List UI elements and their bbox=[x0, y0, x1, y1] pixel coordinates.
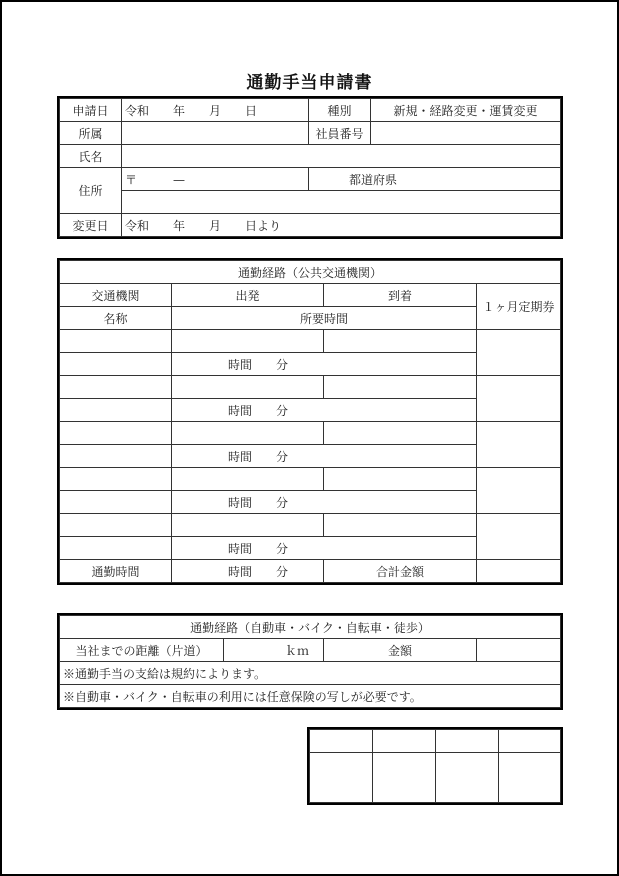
amount-field[interactable] bbox=[477, 639, 561, 662]
public-route-header: 通勤経路（公共交通機関） bbox=[60, 261, 561, 284]
arrive-cell[interactable] bbox=[324, 422, 477, 445]
arrive-cell[interactable] bbox=[324, 330, 477, 353]
name-cell[interactable] bbox=[60, 399, 172, 422]
type-label: 種別 bbox=[309, 99, 371, 122]
col-time: 所要時間 bbox=[172, 307, 477, 330]
pass-cell[interactable] bbox=[477, 422, 561, 468]
transport-cell[interactable] bbox=[60, 514, 172, 537]
note-1: ※通勤手当の支給は規約によります。 bbox=[60, 662, 561, 685]
name-cell[interactable] bbox=[60, 491, 172, 514]
km-unit: ｋｍ bbox=[284, 643, 309, 658]
change-date-field[interactable]: 令和 年 月 日より bbox=[122, 214, 561, 237]
distance-label: 当社までの距離（片道） bbox=[60, 639, 224, 662]
col-depart: 出発 bbox=[172, 284, 324, 307]
name-field[interactable] bbox=[122, 145, 561, 168]
stamp-box[interactable] bbox=[436, 753, 499, 803]
stamp-box[interactable] bbox=[499, 753, 561, 803]
apply-date-field[interactable]: 令和 年 月 日 bbox=[122, 99, 309, 122]
address-label: 住所 bbox=[60, 168, 122, 214]
stamp-header bbox=[373, 730, 436, 753]
dept-field[interactable] bbox=[122, 122, 309, 145]
pass-cell[interactable] bbox=[477, 330, 561, 376]
transport-cell[interactable] bbox=[60, 376, 172, 399]
pass-cell[interactable] bbox=[477, 376, 561, 422]
name-cell[interactable] bbox=[60, 537, 172, 560]
name-cell[interactable] bbox=[60, 445, 172, 468]
stamp-box[interactable] bbox=[373, 753, 436, 803]
transport-cell[interactable] bbox=[60, 330, 172, 353]
col-name: 名称 bbox=[60, 307, 172, 330]
time-cell[interactable]: 時間 分 bbox=[172, 353, 477, 376]
change-date-label: 変更日 bbox=[60, 214, 122, 237]
col-transport: 交通機関 bbox=[60, 284, 172, 307]
transport-cell[interactable] bbox=[60, 468, 172, 491]
applicant-table bbox=[59, 98, 561, 237]
emp-no-field[interactable] bbox=[371, 122, 561, 145]
pref-text: 都道府県 bbox=[349, 172, 398, 187]
pass-cell[interactable] bbox=[477, 468, 561, 514]
total-amount-label: 合計金額 bbox=[324, 560, 477, 583]
stamp-header bbox=[499, 730, 561, 753]
time-cell[interactable]: 時間 分 bbox=[172, 445, 477, 468]
dept-label: 所属 bbox=[60, 122, 122, 145]
type-options[interactable]: 新規・経路変更・運賃変更 bbox=[371, 99, 561, 122]
private-route-table bbox=[59, 615, 561, 708]
postal-field[interactable] bbox=[122, 168, 309, 191]
col-arrive: 到着 bbox=[324, 284, 477, 307]
form-title: 通勤手当申請書 bbox=[246, 73, 373, 93]
total-time-label: 通勤時間 bbox=[60, 560, 172, 583]
private-route-header: 通勤経路（自動車・バイク・自転車・徒歩） bbox=[60, 616, 561, 639]
note-2: ※自動車・バイク・自転車の利用には任意保険の写しが必要です。 bbox=[60, 685, 561, 708]
amount-label: 金額 bbox=[324, 639, 477, 662]
arrive-cell[interactable] bbox=[324, 468, 477, 491]
col-pass: １ヶ月定期券 bbox=[477, 284, 561, 330]
time-cell[interactable]: 時間 分 bbox=[172, 537, 477, 560]
depart-cell[interactable] bbox=[172, 376, 324, 399]
depart-cell[interactable] bbox=[172, 514, 324, 537]
approval-stamp-table bbox=[309, 729, 561, 803]
depart-cell[interactable] bbox=[172, 468, 324, 491]
apply-date-label: 申請日 bbox=[60, 99, 122, 122]
emp-no-label: 社員番号 bbox=[309, 122, 371, 145]
depart-cell[interactable] bbox=[172, 422, 324, 445]
postal-text: 〒 — bbox=[125, 172, 186, 187]
distance-field[interactable] bbox=[224, 639, 324, 662]
stamp-header bbox=[310, 730, 373, 753]
public-route-table bbox=[59, 260, 561, 583]
arrive-cell[interactable] bbox=[324, 376, 477, 399]
name-label: 氏名 bbox=[60, 145, 122, 168]
time-cell[interactable]: 時間 分 bbox=[172, 491, 477, 514]
stamp-box[interactable] bbox=[310, 753, 373, 803]
address-field[interactable] bbox=[122, 191, 561, 214]
arrive-cell[interactable] bbox=[324, 514, 477, 537]
time-cell[interactable]: 時間 分 bbox=[172, 399, 477, 422]
stamp-header bbox=[436, 730, 499, 753]
total-amount-field[interactable] bbox=[477, 560, 561, 583]
pref-field[interactable] bbox=[309, 168, 561, 191]
depart-cell[interactable] bbox=[172, 330, 324, 353]
transport-cell[interactable] bbox=[60, 422, 172, 445]
name-cell[interactable] bbox=[60, 353, 172, 376]
total-time-field[interactable]: 時間 分 bbox=[172, 560, 324, 583]
pass-cell[interactable] bbox=[477, 514, 561, 560]
